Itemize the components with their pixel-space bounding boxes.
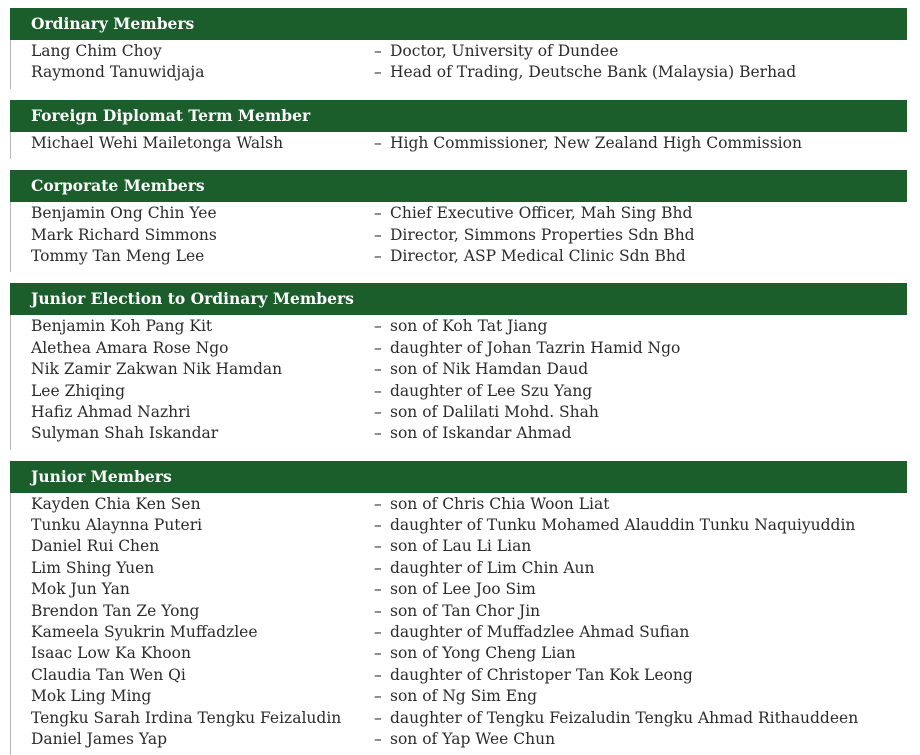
member-description: son of Ng Sim Eng — [390, 687, 538, 706]
member-row — [11, 41, 907, 62]
dash-separator: – — [374, 424, 382, 443]
member-name: Daniel James Yap — [31, 729, 168, 748]
member-description: Doctor, University of Dundee — [390, 42, 619, 60]
dash-separator: – — [374, 402, 382, 421]
section-heading: Foreign Diplomat Term Member — [10, 100, 907, 132]
dash-separator: – — [374, 601, 382, 620]
member-description: son of Yong Cheng Lian — [390, 644, 576, 663]
member-section — [10, 170, 907, 272]
member-description: son of Yap Wee Chun — [390, 729, 556, 748]
member-row — [11, 133, 907, 154]
member-name: Mok Jun Yan — [31, 580, 130, 599]
dash-separator: – — [374, 580, 382, 599]
member-section — [10, 100, 907, 159]
member-description: Head of Trading, Deutsche Bank (Malaysia) Berhad — [390, 63, 797, 82]
dash-separator: – — [374, 665, 382, 684]
member-name: Claudia Tan Wen Qi — [31, 665, 186, 684]
member-name: Lim Shing Yuen — [31, 558, 155, 577]
member-section — [10, 461, 907, 755]
member-rows — [10, 493, 907, 755]
member-row — [11, 708, 907, 729]
member-row — [11, 601, 907, 622]
member-description: son of Koh Tat Jiang — [390, 317, 548, 336]
member-description: son of Lee Joo Sim — [390, 580, 536, 599]
member-name: Alethea Amara Rose Ngo — [31, 338, 229, 357]
section-heading: Junior Members — [10, 461, 907, 493]
member-description: daughter of Tengku Feizaludin Tengku Ahmad Rithauddeen — [390, 708, 859, 727]
member-row — [11, 203, 907, 224]
member-row — [11, 643, 907, 664]
member-row — [11, 622, 907, 643]
dash-separator: – — [374, 133, 382, 152]
member-row — [11, 423, 907, 444]
member-row — [11, 402, 907, 423]
member-rows — [10, 40, 907, 89]
member-row — [11, 316, 907, 337]
member-section — [10, 8, 907, 89]
dash-separator: – — [374, 338, 382, 357]
dash-separator: – — [374, 494, 382, 513]
member-name: Kameela Syukrin Muffadzlee — [31, 623, 258, 642]
member-row — [11, 359, 907, 380]
member-row — [11, 729, 907, 750]
member-description: son of Tan Chor Jin — [390, 601, 541, 620]
section-spacer — [10, 89, 907, 100]
member-name: Lang Chim Choy — [31, 42, 162, 60]
dash-separator: – — [374, 246, 382, 265]
section-spacer — [10, 272, 907, 283]
member-description: daughter of Christoper Tan Kok Leong — [390, 665, 693, 684]
dash-separator: – — [374, 558, 382, 577]
member-rows — [10, 132, 907, 159]
dash-separator: – — [374, 537, 382, 556]
dash-separator: – — [374, 204, 382, 223]
member-description: daughter of Muffadzlee Ahmad Sufian — [390, 623, 690, 642]
dash-separator: – — [374, 708, 382, 727]
dash-separator: – — [374, 42, 382, 60]
member-name: Brendon Tan Ze Yong — [31, 601, 200, 620]
member-row — [11, 246, 907, 267]
dash-separator: – — [374, 63, 382, 82]
member-description: High Commissioner, New Zealand High Commission — [390, 133, 802, 152]
dash-separator: – — [374, 317, 382, 336]
member-row — [11, 579, 907, 600]
dash-separator: – — [374, 644, 382, 663]
member-name: Tengku Sarah Irdina Tengku Feizaludin — [31, 708, 342, 727]
member-rows — [10, 315, 907, 449]
member-row — [11, 558, 907, 579]
member-description: daughter of Lee Szu Yang — [390, 381, 593, 400]
member-name: Michael Wehi Mailetonga Walsh — [31, 133, 284, 152]
member-name: Nik Zamir Zakwan Nik Hamdan — [31, 360, 283, 379]
member-description: daughter of Lim Chin Aun — [390, 558, 595, 577]
dash-separator: – — [374, 381, 382, 400]
member-name: Benjamin Koh Pang Kit — [31, 317, 213, 336]
section-heading: Corporate Members — [10, 170, 907, 202]
dash-separator: – — [374, 516, 382, 535]
member-name: Isaac Low Ka Khoon — [31, 644, 191, 663]
member-rows — [10, 202, 907, 272]
member-description: son of Lau Li Lian — [390, 537, 532, 556]
member-row — [11, 686, 907, 707]
member-name: Kayden Chia Ken Sen — [31, 494, 201, 513]
member-row — [11, 494, 907, 515]
member-name: Lee Zhiqing — [31, 381, 126, 400]
member-row — [11, 225, 907, 246]
member-name: Raymond Tanuwidjaja — [31, 63, 205, 82]
member-row — [11, 381, 907, 402]
member-name: Hafiz Ahmad Nazhri — [31, 402, 191, 421]
member-description: son of Iskandar Ahmad — [390, 424, 572, 443]
member-description: daughter of Johan Tazrin Hamid Ngo — [390, 338, 681, 357]
member-row — [11, 515, 907, 536]
member-name: Tunku Alaynna Puteri — [31, 516, 203, 535]
member-description: son of Nik Hamdan Daud — [390, 360, 589, 379]
member-row — [11, 338, 907, 359]
section-heading: Ordinary Members — [10, 8, 907, 40]
member-row — [11, 536, 907, 557]
member-name: Daniel Rui Chen — [31, 537, 160, 556]
section-spacer — [10, 159, 907, 170]
dash-separator: – — [374, 687, 382, 706]
member-description: Director, ASP Medical Clinic Sdn Bhd — [390, 246, 686, 265]
member-description: son of Chris Chia Woon Liat — [390, 494, 610, 513]
member-name: Benjamin Ong Chin Yee — [31, 204, 217, 223]
dash-separator: – — [374, 729, 382, 748]
member-row — [11, 62, 907, 83]
member-description: daughter of Tunku Mohamed Alauddin Tunku Naquiyuddin — [390, 516, 856, 535]
dash-separator: – — [374, 225, 382, 244]
section-spacer — [10, 450, 907, 461]
member-name: Tommy Tan Meng Lee — [31, 246, 205, 265]
dash-separator: – — [374, 360, 382, 379]
member-description: son of Dalilati Mohd. Shah — [390, 402, 599, 421]
member-description: Director, Simmons Properties Sdn Bhd — [390, 225, 695, 244]
member-name: Mark Richard Simmons — [31, 225, 217, 244]
member-name: Sulyman Shah Iskandar — [31, 424, 219, 443]
member-description: Chief Executive Officer, Mah Sing Bhd — [390, 204, 693, 223]
member-row — [11, 665, 907, 686]
section-heading: Junior Election to Ordinary Members — [10, 283, 907, 315]
dash-separator: – — [374, 623, 382, 642]
member-name: Mok Ling Ming — [31, 687, 152, 706]
member-list-document — [10, 8, 907, 755]
member-section — [10, 283, 907, 449]
